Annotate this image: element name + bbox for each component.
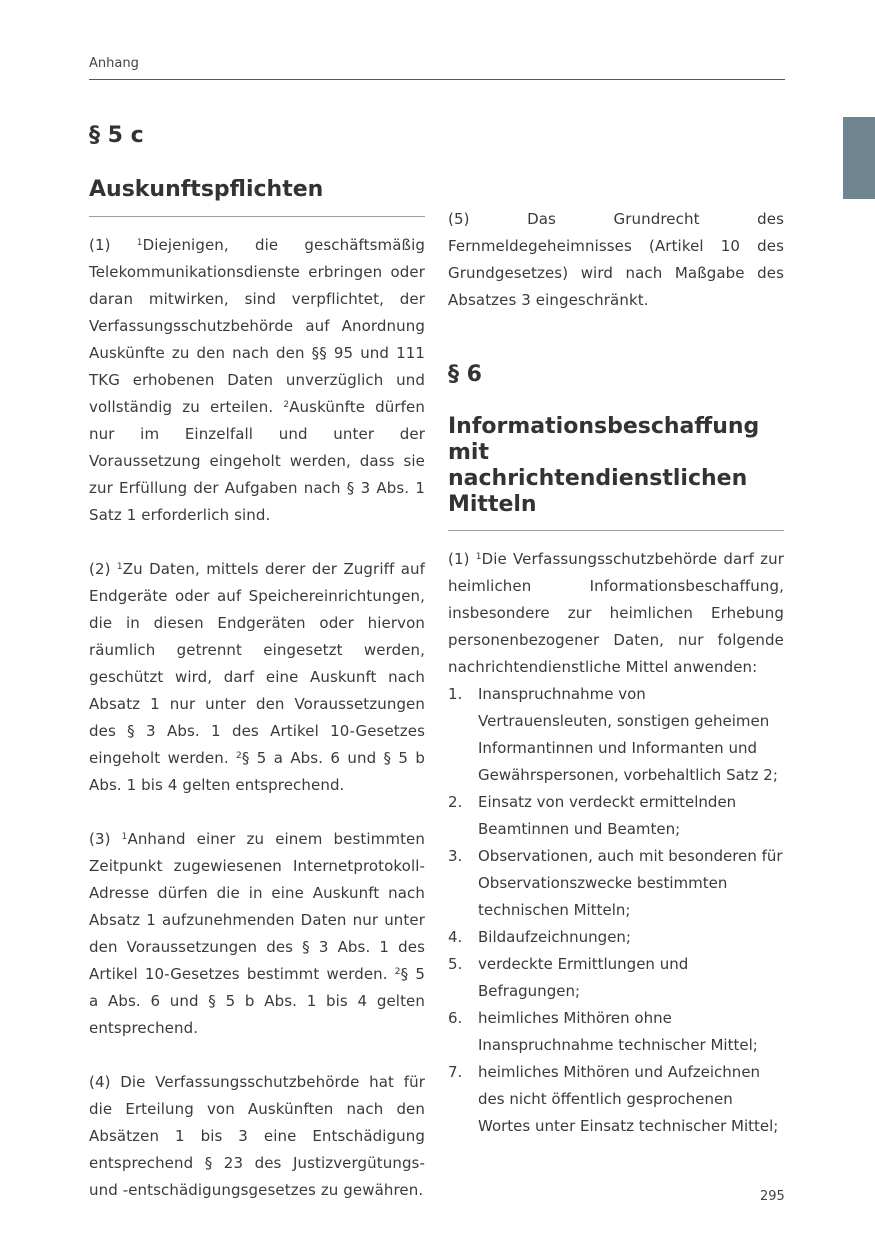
page-number: 295 xyxy=(760,1189,785,1204)
paragraph-5c-3: (3) $^1$Anhand einer zu einem bestimmten Zeitpunkt zugewiesenen Internetprotokoll-Adresse dürfen die in eine Auskunft nach Absatz 1 aufzunehmenden Daten nur unter den Voraussetzungen des § 3 Abs. 1 des Artikel 10-Gesetzes bestimmt werden. $^2$§ 5 a Abs. 6 und § 5 b Abs. 1 bis 4 gelten entsprechend. xyxy=(89,830,425,1037)
list-item: 6. heimliches Mithören ohne Inanspruchnahme technischer Mittel; xyxy=(448,1009,758,1054)
paragraph-6-1: (1) $^1$Die Verfassungsschutzbehörde darf zur heimlichen Informationsbeschaffung, insbesondere zur heimlichen Erhebung personenbezogener Daten, nur folgende nachrichtendienstliche Mittel anwenden: xyxy=(448,550,784,676)
section-6-title xyxy=(448,414,784,518)
list-item: 3. Observationen, auch mit besonderen für Observationszwecke bestimmten technischen Mitteln; xyxy=(448,847,783,919)
list-item: 7. heimliches Mithören und Aufzeichnen des nicht öffentlich gesprochenen Wortes unter Einsatz technischer Mittel; xyxy=(448,1063,779,1135)
section-5c-title: Auskunftspflichten xyxy=(89,177,324,202)
section-5c-number: § 5 c xyxy=(89,123,144,148)
running-header: Anhang xyxy=(89,56,139,71)
list-item: 1. Inanspruchnahme von Vertrauensleuten, sonstigen geheimen Informantinnen und Informanten und Gewährspersonen, vorbehaltlich Satz 2; xyxy=(448,685,778,784)
chapter-tab-marker xyxy=(843,117,875,199)
paragraph-5c-1: (1) $^1$Diejenigen, die geschäftsmäßig Telekommunikationsdienste erbringen oder daran mitwirken, sind verpflichtet, der Verfassungsschutzbehörde auf Anordnung Auskünfte zu den nach den §§ 95 und 111 TKG erhobenen Daten unverzüglich und vollständig zu erteilen. $^2$Auskünfte dürfen nur im Einzelfall und unter der Voraussetzung eingeholt werden, dass sie zur Erfüllung der Aufgaben nach § 3 Abs. 1 Satz 1 erforderlich sind. xyxy=(89,236,425,524)
paragraph-5c-4: (4) Die Verfassungsschutzbehörde hat für die Erteilung von Auskünften nach den Absätzen 1 bis 3 eine Entschädigung entsprechend § 23 des Justizvergütungs- und -entschädigungsgesetzes zu gewähren. xyxy=(89,1073,425,1199)
paragraph-5c-5: (5) Das Grundrecht des Fernmeldegeheimnisses (Artikel 10 des Grundgesetzes) wird nach Maßgabe des Absatzes 3 eingeschränkt. xyxy=(448,210,784,309)
left-column xyxy=(89,120,425,1204)
paragraph-5c-2: (2) $^1$Zu Daten, mittels derer der Zugriff auf Endgeräte oder auf Speichereinrichtungen, die in diesen Endgeräten oder hiervon räumlich getrennt eingesetzt werden, geschützt wird, darf eine Auskunft nach Absatz 1 nur unter den Voraussetzungen des § 3 Abs. 1 des Artikel 10-Gesetzes eingeholt werden. $^2$§ 5 a Abs. 6 und § 5 b Abs. 1 bis 4 gelten entsprechend. xyxy=(89,560,425,794)
right-column xyxy=(448,125,784,1140)
section-6-title-line: Informationsbeschaffung xyxy=(448,414,760,439)
section-6-title-rule xyxy=(448,530,784,531)
list-item: 4. Bildaufzeichnungen; xyxy=(448,928,631,946)
section-6-title-line: mit nachrichtendienstlichen xyxy=(448,440,748,491)
header-divider xyxy=(89,79,785,80)
intelligence-means-list xyxy=(448,681,784,1140)
list-item: 2. Einsatz von verdeckt ermittelnden Beamtinnen und Beamten; xyxy=(448,793,737,838)
list-item: 5. verdeckte Ermittlungen und Befragungen; xyxy=(448,955,689,1000)
section-6-number: § 6 xyxy=(448,362,482,387)
section-5c-title-rule xyxy=(89,216,425,217)
section-6-title-line: Mitteln xyxy=(448,492,537,517)
